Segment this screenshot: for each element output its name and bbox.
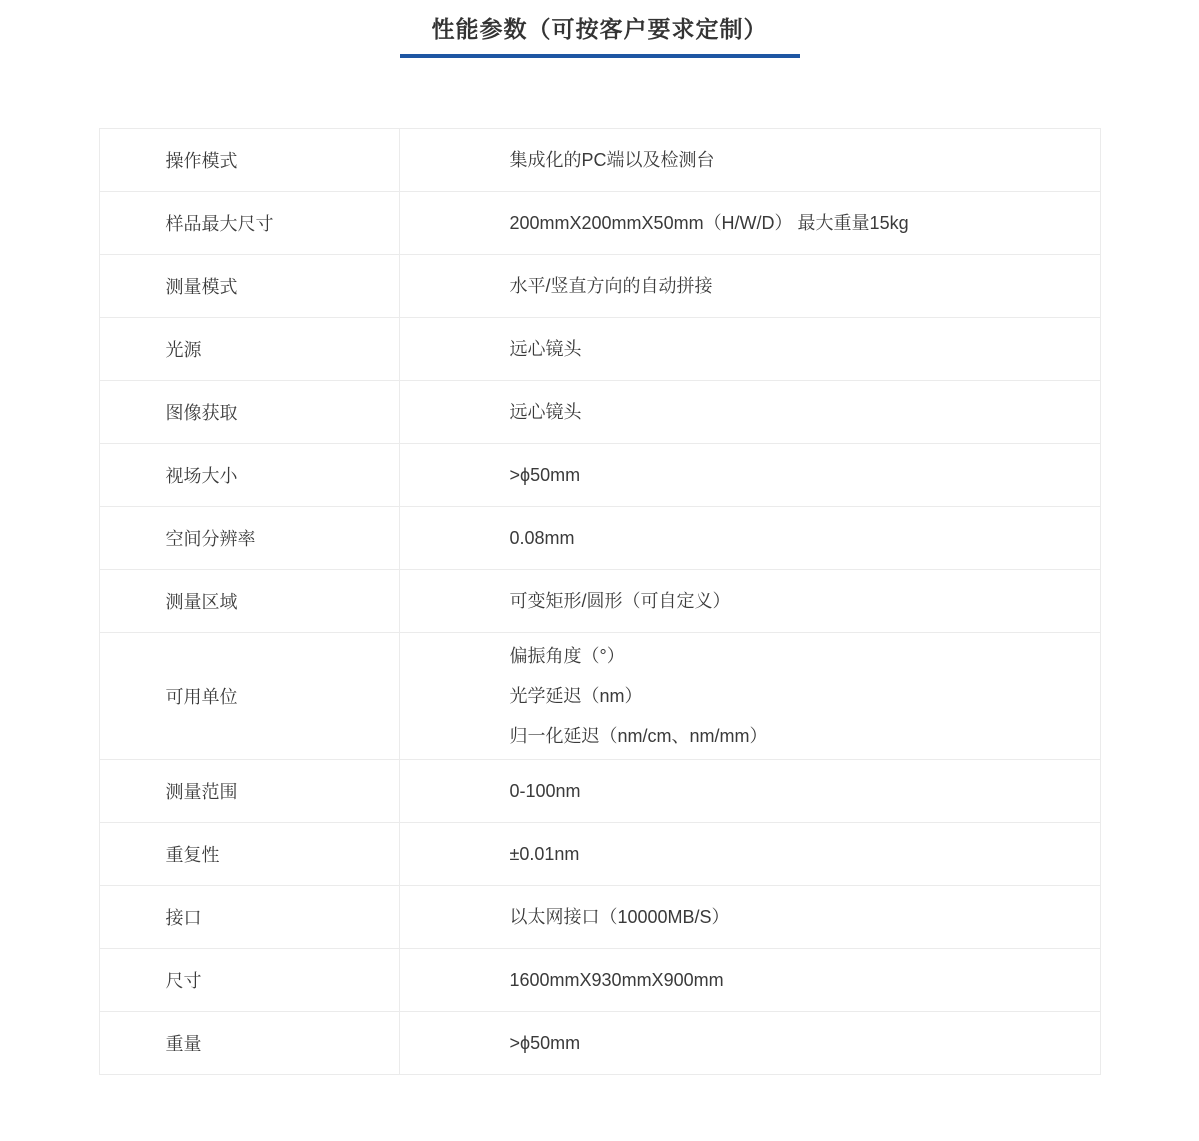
table-row <box>99 886 1100 949</box>
table-row <box>99 1012 1100 1075</box>
table-row <box>99 507 1100 570</box>
spec-value <box>399 570 1100 633</box>
table-row <box>99 192 1100 255</box>
value-line: 归一化延迟（nm/cm、nm/mm） <box>509 726 768 746</box>
value-line: 远心镜头 <box>509 339 582 359</box>
spec-value <box>399 823 1100 886</box>
value-line: >ϕ50mm <box>509 465 581 485</box>
table-row <box>99 381 1100 444</box>
value-line: 集成化的PC端以及检测台 <box>509 150 715 170</box>
spec-label: 测量模式 <box>99 255 399 318</box>
spec-value <box>399 760 1100 823</box>
value-line: 光学延迟（nm） <box>509 686 643 706</box>
section-header <box>0 0 1199 58</box>
value-line: 远心镜头 <box>509 402 582 422</box>
table-row <box>99 633 1100 760</box>
table-row <box>99 760 1100 823</box>
spec-table-body <box>99 129 1100 1075</box>
spec-label: 光源 <box>99 318 399 381</box>
spec-label: 样品最大尺寸 <box>99 192 399 255</box>
table-row <box>99 570 1100 633</box>
spec-label: 接口 <box>99 886 399 949</box>
table-row <box>99 823 1100 886</box>
page-title: 性能参数（可按客户要求定制） <box>431 16 768 42</box>
table-row <box>99 949 1100 1012</box>
spec-value <box>399 1012 1100 1075</box>
spec-table <box>99 128 1101 1075</box>
spec-label: 空间分辨率 <box>99 507 399 570</box>
title-underline <box>400 54 800 58</box>
value-line: 以太网接口（10000MB/S） <box>509 907 730 927</box>
spec-label: 测量区域 <box>99 570 399 633</box>
table-row <box>99 318 1100 381</box>
table-row <box>99 255 1100 318</box>
spec-label: 测量范围 <box>99 760 399 823</box>
spec-value <box>399 949 1100 1012</box>
spec-value <box>399 633 1100 760</box>
spec-label: 操作模式 <box>99 129 399 192</box>
spec-value <box>399 886 1100 949</box>
value-line: >ϕ50mm <box>509 1033 581 1053</box>
value-line: 0.08mm <box>509 528 575 548</box>
spec-value <box>399 318 1100 381</box>
spec-value <box>399 444 1100 507</box>
spec-value <box>399 129 1100 192</box>
spec-value <box>399 507 1100 570</box>
value-line: 200mmX200mmX50mm（H/W/D） 最大重量15kg <box>509 213 909 233</box>
value-line: 0-100nm <box>509 781 581 801</box>
value-line: 偏振角度（°） <box>509 646 625 666</box>
spec-label: 可用单位 <box>99 633 399 760</box>
spec-label: 尺寸 <box>99 949 399 1012</box>
spec-label: 重复性 <box>99 823 399 886</box>
spec-value <box>399 255 1100 318</box>
spec-label: 视场大小 <box>99 444 399 507</box>
spec-value <box>399 192 1100 255</box>
spec-value <box>399 381 1100 444</box>
spec-label: 重量 <box>99 1012 399 1075</box>
value-line: 1600mmX930mmX900mm <box>509 970 724 990</box>
table-row <box>99 129 1100 192</box>
value-line: 可变矩形/圆形（可自定义） <box>509 591 731 611</box>
table-row <box>99 444 1100 507</box>
value-line: 水平/竖直方向的自动拼接 <box>509 276 713 296</box>
value-line: ±0.01nm <box>509 844 580 864</box>
spec-label: 图像获取 <box>99 381 399 444</box>
